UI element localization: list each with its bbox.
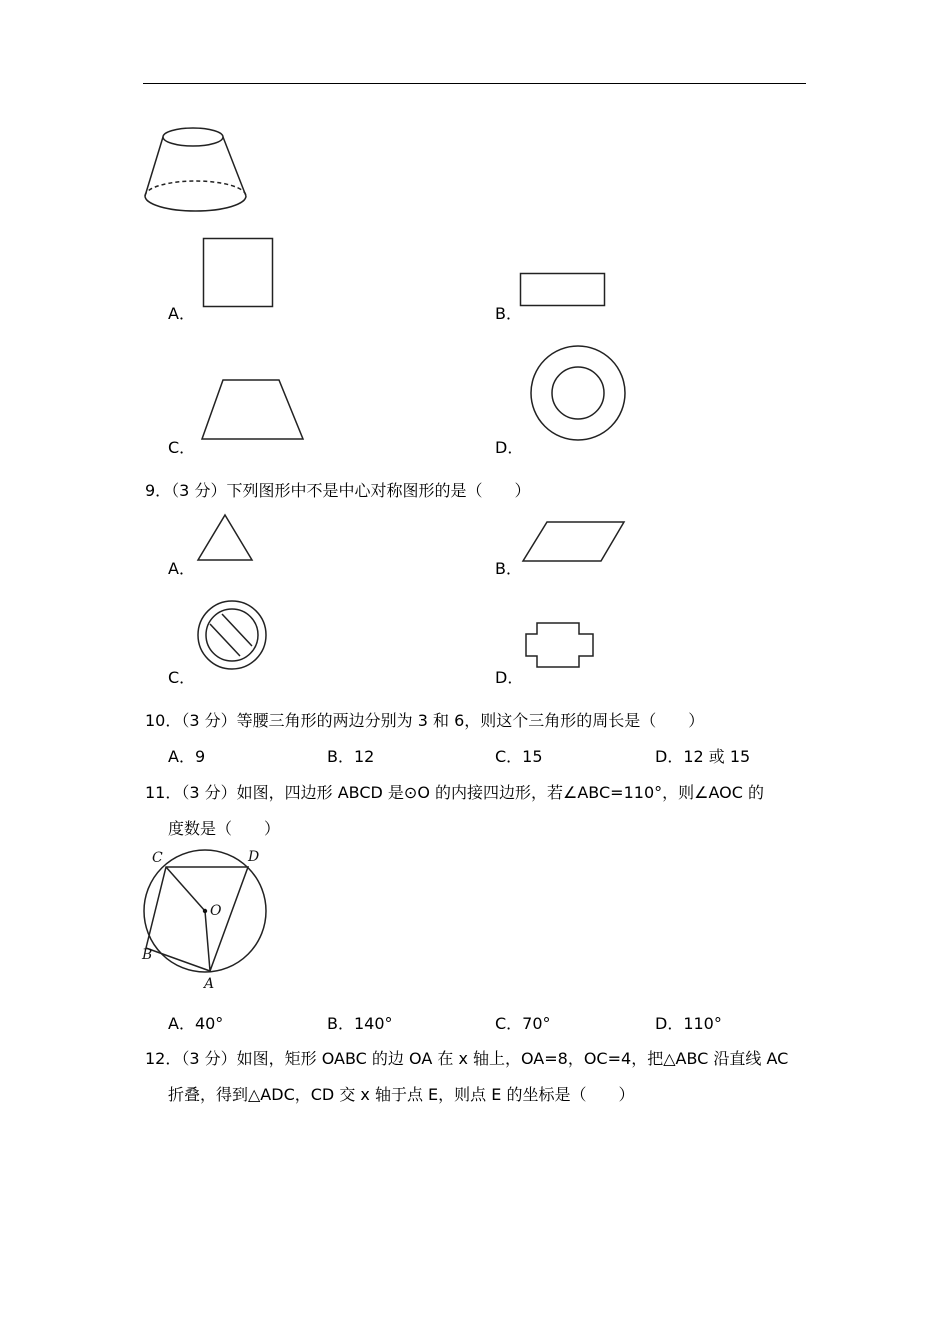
label-d: D (248, 849, 260, 865)
q11-option-a: A．40° (168, 1014, 224, 1033)
label-o: O (210, 903, 222, 919)
q10-stem: 10．（3 分）等腰三角形的两边分别为 3 和 6，则这个三角形的周长是（ ） (145, 711, 705, 730)
q9-option-d-letter: D． (495, 668, 524, 687)
parallelogram-shape (522, 521, 626, 563)
triangle-shape (197, 513, 255, 563)
q10-option-c: C．15 (495, 747, 543, 766)
q11-option-c: C．70° (495, 1014, 551, 1033)
frustum-figure (140, 122, 255, 217)
cross-octagon-shape (525, 622, 595, 670)
q11-stem-line1: 11．（3 分）如图，四边形 ABCD 是⊙O 的内接四边形，若∠ABC=110°，则∠AOC 的 (145, 783, 764, 802)
q9-option-c-letter: C． (168, 668, 196, 687)
q9-option-b-letter: B． (495, 559, 522, 578)
q11-option-b: B．140° (327, 1014, 393, 1033)
trapezoid-shape (201, 379, 305, 441)
q11-stem-line2: 度数是（ ） (168, 819, 281, 838)
q8-option-d-letter: D． (495, 438, 524, 457)
circle-quadrilateral-figure (138, 845, 273, 995)
q9-stem: 9．（3 分）下列图形中不是中心对称图形的是（ ） (145, 481, 531, 500)
q8-option-a-letter: A． (168, 304, 195, 323)
q8-option-b-letter: B． (495, 304, 522, 323)
q9-option-a-letter: A． (168, 559, 195, 578)
ring-shape (529, 344, 627, 442)
no-entry-sign-shape (196, 600, 270, 672)
square-shape (203, 238, 273, 308)
q10-option-a: A．9 (168, 747, 206, 766)
q10-option-d: D．12 或 15 (655, 747, 751, 766)
q8-option-c-letter: C． (168, 438, 196, 457)
q12-stem-line2: 折叠，得到△ADC，CD 交 x 轴于点 E，则点 E 的坐标是（ ） (168, 1085, 635, 1104)
rectangle-shape (520, 273, 606, 307)
label-c: C (152, 850, 163, 866)
label-a: A (204, 976, 215, 992)
q12-stem-line1: 12．（3 分）如图，矩形 OABC 的边 OA 在 x 轴上，OA=8，OC=4，把△ABC 沿直线 AC (145, 1049, 789, 1068)
q11-option-d: D．110° (655, 1014, 722, 1033)
label-b: B (142, 947, 153, 963)
header-rule (143, 83, 806, 84)
q10-option-b: B．12 (327, 747, 375, 766)
